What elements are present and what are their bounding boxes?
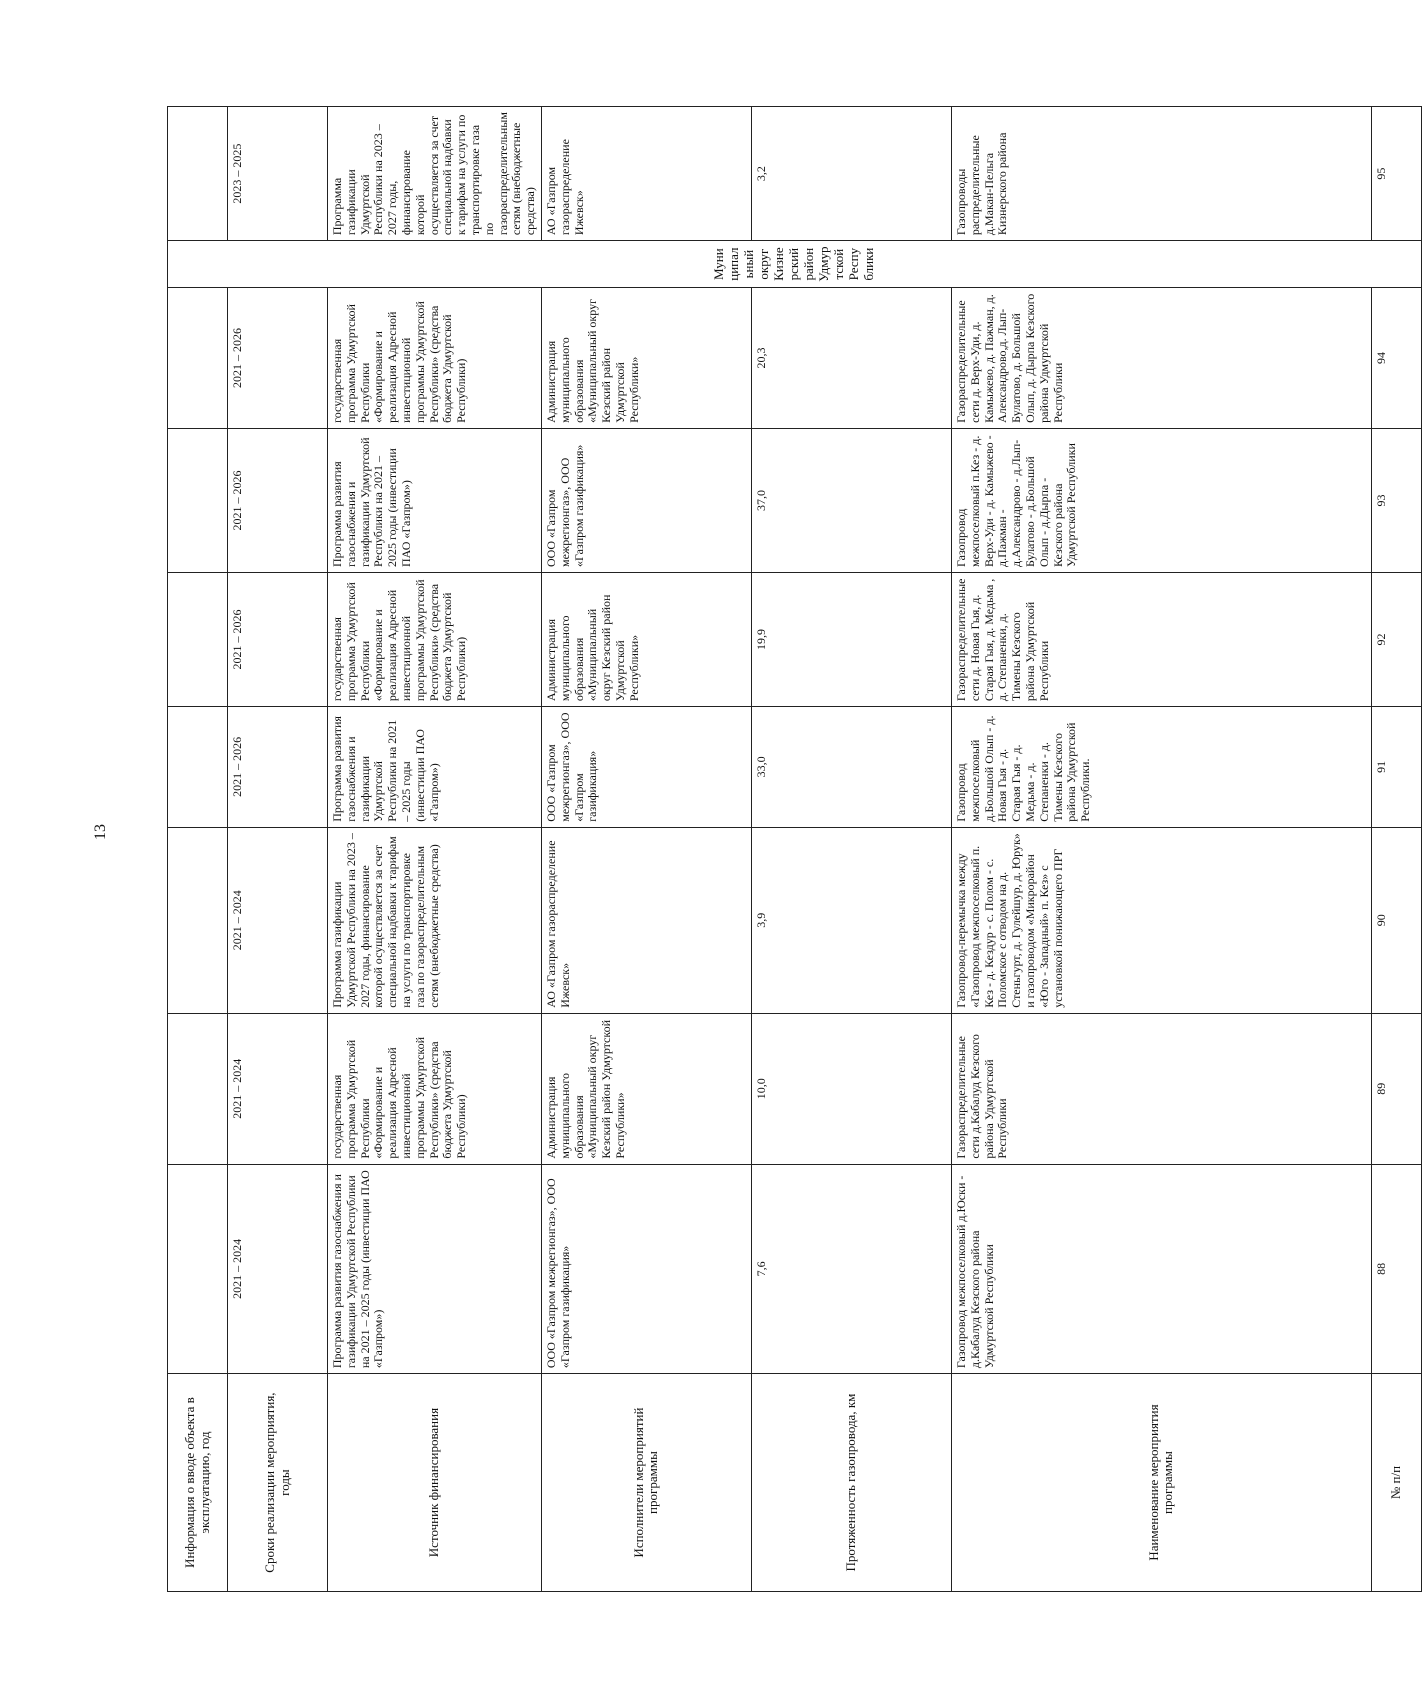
cell-executors: АО «Газпром газораспределение Ижевск» [541, 827, 751, 1013]
cell-name: Газопровод межпоселковый п.Кез - д. Верх-Уди - д. Камыжево - д.Пажман - д.Александрово - д.Лып-Булатово - д.Большой Олып - д.Дырпа - Кезского района Удмуртской Республики [951, 428, 1371, 572]
header-source: Источник финансирования [328, 1374, 542, 1592]
field-row-executors [541, 107, 751, 1592]
cell-num: 89 [1371, 1013, 1421, 1164]
cell-period: 2021 – 2026 [228, 428, 328, 572]
cell-length: 3,9 [751, 827, 951, 1013]
cell-executors: ООО «Газпром межрегионгаз», ООО «Газпром газификация» [541, 707, 751, 828]
program-table [167, 106, 1422, 1592]
field-row-length [751, 107, 951, 1592]
cell-executors: ООО «Газпром межрегионгаз», ООО «Газпром газификация» [541, 1164, 751, 1374]
field-row-num [1371, 107, 1421, 1592]
cell-source: Программа газификации Удмуртской Республики на 2023 – 2027 годы, финансирование которой осуществляется за счет специальной надбавки к тарифам на услуги по транспортировке газа по газораспределительным сетям (внебюджетные средства) [328, 107, 542, 241]
section-heading: Муниципальный округ Кизнерский район Удмуртской Республики [168, 241, 1422, 288]
cell-source: Программа развития газоснабжения и газификации Удмуртской Республики на 2021 – 2025 годы (инвестиции ПАО «Газпром») [328, 428, 542, 572]
cell-length: 19,9 [751, 573, 951, 707]
cell-executors: Администрация муниципального образования «Муниципальный округ Кезский район Удмуртской Республики» [541, 573, 751, 707]
cell-info [168, 827, 228, 1013]
cell-source: государственная программа Удмуртской Республики «Формирование и реализация Адресной инвестиционной программы Удмуртской Республики» (средства бюджета Удмуртской Республики) [328, 288, 542, 429]
header-name: Наименование мероприятия программы [951, 1374, 1371, 1592]
page-number: 13 [92, 824, 109, 840]
field-row-period [228, 107, 328, 1592]
cell-num: 92 [1371, 573, 1421, 707]
cell-info [168, 573, 228, 707]
cell-info [168, 1013, 228, 1164]
cell-period: 2021 – 2026 [228, 573, 328, 707]
header-period: Сроки реализации мероприятия, годы [228, 1374, 328, 1592]
cell-source: Программа газификации Удмуртской Республики на 2023 – 2027 годы, финансирование которой осуществляется за счет специальной надбавки к тарифам на услуги по транспортировке газа по газораспределительным сетям (внебюджетные средства) [328, 827, 542, 1013]
cell-num: 93 [1371, 428, 1421, 572]
cell-executors: Администрация муниципального образования «Муниципальный округ Кезский район Удмуртской Республики» [541, 288, 751, 429]
cell-num: 88 [1371, 1164, 1421, 1374]
field-row-info [168, 107, 228, 1592]
field-row-source [328, 107, 542, 1592]
cell-name: Газораспределительные сети д. Новая Гыя, д. Старая Гыя, д. Медьма , д. Степаненки, д. Тимены Кезского района Удмуртской Республики [951, 573, 1371, 707]
cell-period: 2023 – 2025 [228, 107, 328, 241]
cell-name: Газопроводы распределительные д.Макан-Пельга Кизнерского района [951, 107, 1371, 241]
cell-name: Газораспределительные сети д. Верх-Уди, д. Камыжево, д. Пажман, д. Александрово,д. Лып-Булатово, д. Большой Олып, д. Дырпа Кезского района Удмуртской Республики [951, 288, 1371, 429]
cell-info [168, 288, 228, 429]
cell-length: 3,2 [751, 107, 951, 241]
cell-executors: АО «Газпром газораспределение Ижевск» [541, 107, 751, 241]
cell-name: Газораспределительные сети д.Кабалуд Кезского района Удмуртской Республики [951, 1013, 1371, 1164]
header-info: Информация о вводе объекта в эксплуатацию, год [168, 1374, 228, 1592]
cell-period: 2021 – 2024 [228, 1164, 328, 1374]
cell-length: 10,0 [751, 1013, 951, 1164]
cell-length: 7,6 [751, 1164, 951, 1374]
cell-executors: ООО «Газпром межрегионгаз», ООО «Газпром газификация» [541, 428, 751, 572]
cell-period: 2021 – 2026 [228, 288, 328, 429]
cell-source: Программа развития газоснабжения и газификации Удмуртской Республики на 2021 – 2025 годы (инвестиции ПАО «Газпром») [328, 1164, 542, 1374]
cell-source: государственная программа Удмуртской Республики «Формирование и реализация Адресной инвестиционной программы Удмуртской Республики» (средства бюджета Удмуртской Республики) [328, 1013, 542, 1164]
cell-length: 37,0 [751, 428, 951, 572]
cell-period: 2021 – 2024 [228, 827, 328, 1013]
cell-period: 2021 – 2024 [228, 1013, 328, 1164]
cell-info [168, 1164, 228, 1374]
cell-name: Газопровод межпоселковый д.Большой Олып - д. Новая Гыя - д. Старая Гыя - д. Медьма - д. Степаненки - д. Тимены Кезского района Удмуртской Республики. [951, 707, 1371, 828]
cell-period: 2021 – 2026 [228, 707, 328, 828]
cell-executors: Администрация муниципального образования «Муниципальный округ Кезский район Удмуртской Республики» [541, 1013, 751, 1164]
cell-num: 94 [1371, 288, 1421, 429]
cell-info [168, 107, 228, 241]
cell-name: Газопровод-перемычка между «Газопровод межпоселковый п. Кез - д. Кездур - с. Полом - с. Поломское с отводом на д. Стеньгурт, д. Гулейшур, д. Юрук» и газопроводом «Микрорайон «Юго - Западный» п. Кез» с установкой понижающего ПРГ [951, 827, 1371, 1013]
cell-name: Газопровод межпоселковый д.Юски - д.Кабалуд Кезского района Удмуртской Республики [951, 1164, 1371, 1374]
cell-source: государственная программа Удмуртской Республики «Формирование и реализация Адресной инвестиционной программы Удмуртской Республики» (средства бюджета Удмуртской Республики) [328, 573, 542, 707]
header-num: № п/п [1371, 1374, 1421, 1592]
cell-num: 90 [1371, 827, 1421, 1013]
field-row-name [951, 107, 1371, 1592]
cell-num: 91 [1371, 707, 1421, 828]
header-executors: Исполнители мероприятий программы [541, 1374, 751, 1592]
cell-length: 20,3 [751, 288, 951, 429]
cell-info [168, 428, 228, 572]
cell-length: 33,0 [751, 707, 951, 828]
cell-source: Программа развития газоснабжения и газификации Удмуртской Республики на 2021 – 2025 годы (инвестиции ПАО «Газпром») [328, 707, 542, 828]
header-length: Протяженность газопровода, км [751, 1374, 951, 1592]
table-body [168, 107, 1422, 1592]
cell-num: 95 [1371, 107, 1421, 241]
cell-info [168, 707, 228, 828]
